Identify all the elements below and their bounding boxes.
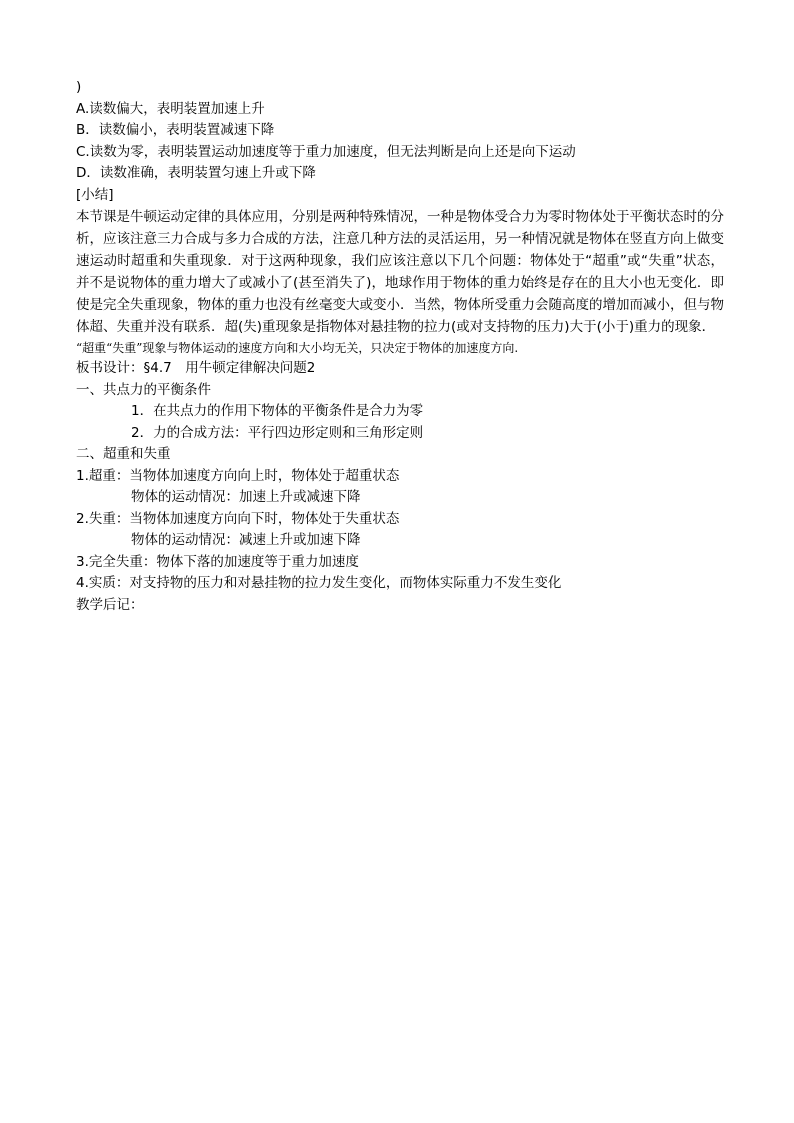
option-b: B．读数偏小，表明装置减速下降 — [76, 122, 275, 138]
section-2-item-2-detail: 物体的运动情况：减速上升或加速下降 — [131, 532, 361, 548]
section-1-item-1: 1．在共点力的作用下物体的平衡条件是合力为零 — [131, 403, 424, 419]
section-1-item-2: 2．力的合成方法：平行四边形定则和三角形定则 — [131, 424, 424, 441]
section-2-item-3: 3.完全失重：物体下落的加速度等于重力加速度 — [76, 553, 359, 570]
summary-note: “超重“失重”现象与物体运动的速度方向和大小均无关，只决定于物体的加速度方向. — [76, 341, 519, 355]
section-1-heading: 一、共点力的平衡条件 — [76, 381, 211, 398]
closing-paren: ) — [76, 79, 82, 95]
section-2-item-4: 4.实质：对支持物的压力和对悬挂物的拉力发生变化，而物体实际重力不发生变化 — [76, 575, 562, 591]
summary-paragraph: 本节课是牛顿运动定律的具体应用，分别是两种特殊情况，一种是物体受合力为零时物体处于平衡状态时的分析，应该注意三力合成与多力合成的方法，注意几种方法的灵活运用，另一种情况就是物体在竖直方向上做变速运动时超重和失重现象．对于这两种现象，我们应该注意以下几个问题：物体处于“超重”或“失重”状态，并不是说物体的重力增大了或减小了(甚至消失了)，地球作用于物体的重力始终是存在的且大小也无变化．即使是完全失重现象，物体的重力也没有丝毫变大或变小．当然，物体所受重力会随高度的增加而减小，但与物体超、失重并没有联系．超(失)重现象是指物体对悬挂物的拉力(或对支持物的压力)大于(小于)重力的现象． — [76, 209, 724, 335]
option-a: A.读数偏大，表明装置加速上升 — [76, 100, 265, 117]
teaching-postscript: 教学后记： — [76, 596, 144, 613]
section-2-item-1: 1.超重：当物体加速度方向向上时，物体处于超重状态 — [76, 467, 400, 484]
option-d: D．读数准确，表明装置匀速上升或下降 — [76, 165, 316, 181]
summary-heading: [小结] — [76, 186, 114, 203]
section-2-heading: 二、超重和失重 — [76, 446, 171, 462]
section-2-item-2: 2.失重：当物体加速度方向向下时，物体处于失重状态 — [76, 510, 400, 527]
document-page — [76, 77, 726, 616]
board-design-title: 板书设计：§4.7 用牛顿定律解决问题2 — [76, 360, 316, 376]
section-2-item-1-detail: 物体的运动情况：加速上升或减速下降 — [131, 489, 361, 505]
option-c: C.读数为零，表明装置运动加速度等于重力加速度，但无法判断是向上还是向下运动 — [76, 143, 576, 160]
